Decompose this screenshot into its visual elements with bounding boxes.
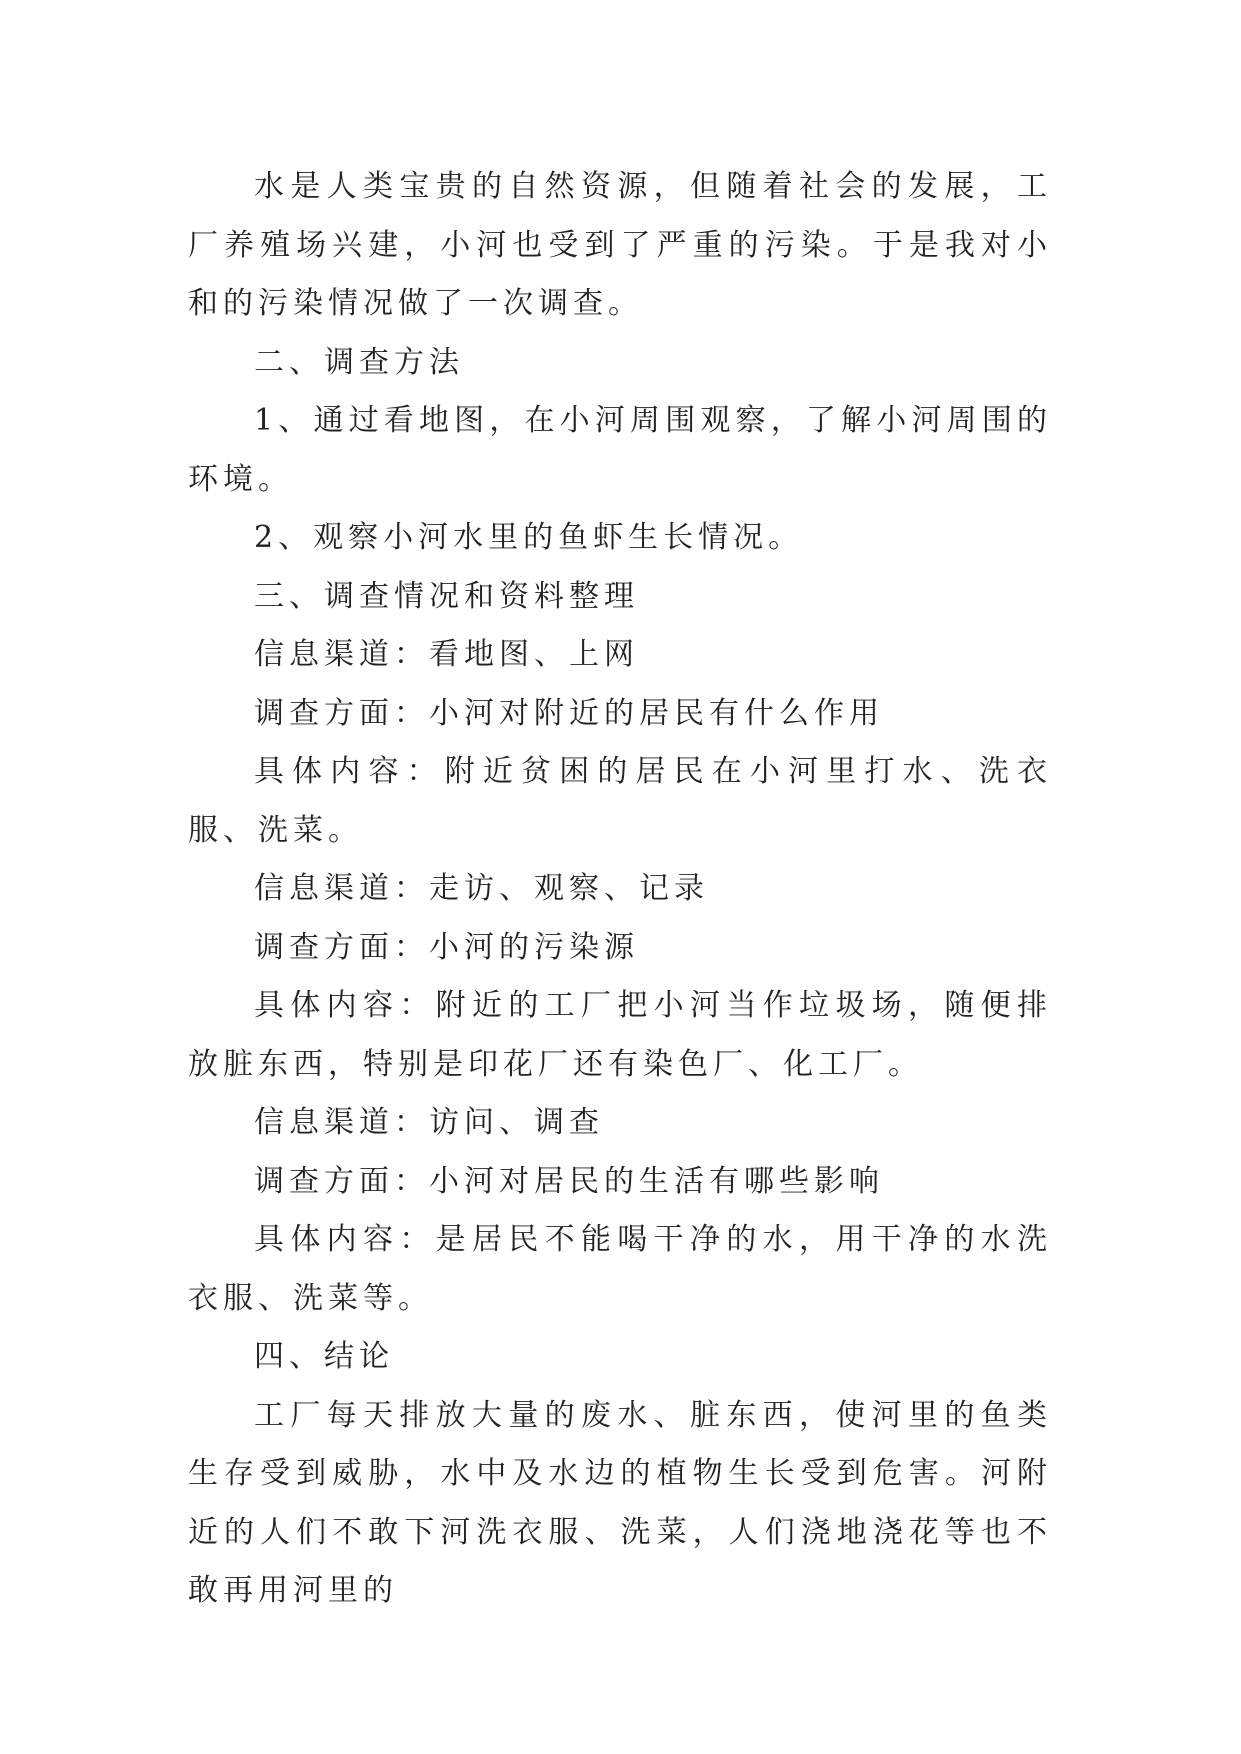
method-item-2: 2、观察小河水里的鱼虾生长情况。	[254, 520, 804, 555]
finding-3-channel: 信息渠道：访问、调查	[254, 1105, 604, 1140]
section-heading-findings: 三、调查情况和资料整理	[254, 578, 639, 614]
intro-paragraph: 水是人类宝贵的自然资源，但随着社会的发展，工厂养殖场兴建，小河也受到了严重的污染。于是我对小和的污染情况做了一次调查。	[188, 169, 1052, 321]
finding-3-aspect: 调查方面：小河对居民的生活有哪些影响	[254, 1163, 884, 1199]
finding-3-content: 具体内容：是居民不能喝干净的水，用干净的水洗衣服、洗菜等。	[188, 1222, 1052, 1316]
finding-2-content: 具体内容：附近的工厂把小河当作垃圾场，随便排放脏东西，特别是印花厂还有染色厂、化工厂。	[188, 988, 1052, 1082]
finding-1-content: 具体内容：附近贫困的居民在小河里打水、洗衣服、洗菜。	[188, 754, 1052, 848]
method-item-1: 1、通过看地图，在小河周围观察，了解小河周围的环境。	[188, 403, 1052, 497]
section-heading-conclusion: 四、结论	[254, 1339, 394, 1374]
section-heading-methods: 二、调查方法	[254, 344, 464, 380]
finding-1-aspect: 调查方面：小河对附近的居民有什么作用	[254, 695, 884, 731]
conclusion-paragraph: 工厂每天排放大量的废水、脏东西，使河里的鱼类生存受到威胁，水中及水边的植物生长受到危害。河附近的人们不敢下河洗衣服、洗菜，人们浇地浇花等也不敢再用河里的	[188, 1397, 1052, 1608]
finding-2-channel: 信息渠道：走访、观察、记录	[254, 871, 709, 906]
finding-1-channel: 信息渠道：看地图、上网	[254, 637, 639, 672]
document-body	[188, 158, 1052, 1621]
finding-2-aspect: 调查方面：小河的污染源	[254, 929, 639, 965]
